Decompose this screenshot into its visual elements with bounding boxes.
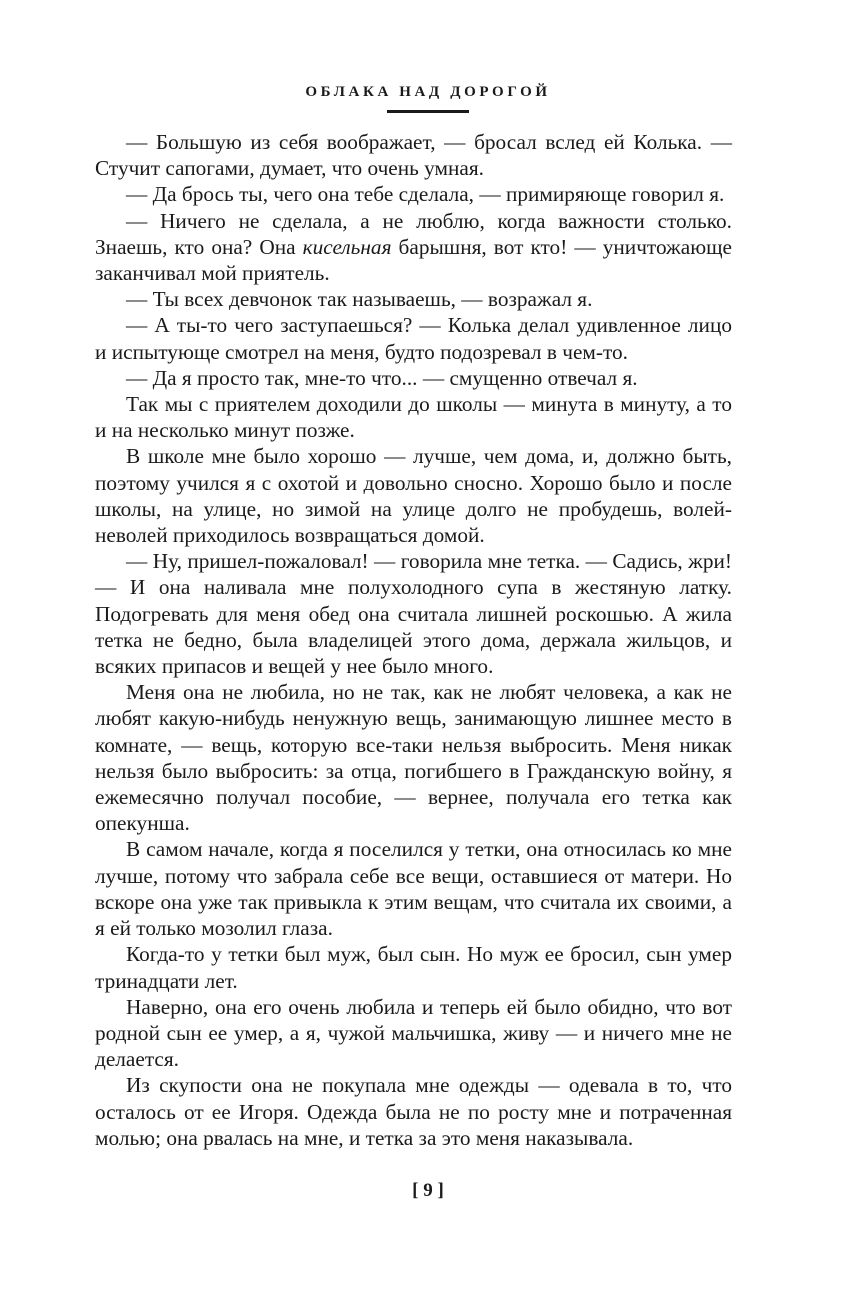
paragraph: — Большую из себя воображает, — бросал вслед ей Колька. — Стучит сапогами, думает, что очень умная. xyxy=(95,130,732,181)
header-rule xyxy=(387,110,469,113)
paragraph: Когда-то у тетки был муж, был сын. Но муж ее бросил, сын умер тринадцати лет. xyxy=(95,942,732,993)
paragraph: — Ну, пришел-пожаловал! — говорила мне тетка. — Садись, жри! — И она наливала мне полухолодного супа в жестяную латку. Подогревать для меня обед она считала лишней роскошью. А жила тетка не бедно, была владелицей этого дома, держала жильцов, и всяких припасов и вещей у нее было много. xyxy=(95,549,732,679)
paragraph: В самом начале, когда я поселился у тетки, она относилась ко мне лучше, потому что забрала себе все вещи, оставшиеся от матери. Но вскоре она уже так привыкла к этим вещам, что считала их своими, а я ей только мозолил глаза. xyxy=(95,837,732,941)
paragraph: В школе мне было хорошо — лучше, чем дома, и, должно быть, поэтому учился я с охотой и довольно сносно. Хорошо было и после школы, на улице, но зимой на улице долго не пробудешь, волей-неволей приходилось возвращаться домой. xyxy=(95,444,732,548)
page-number: [ 9 ] xyxy=(412,1180,444,1201)
paragraph: — Ничего не сделала, а не люблю, когда важности столько. Знаешь, кто она? Она кисельная барышня, вот кто! — уничтожающе заканчивал мой приятель. xyxy=(95,208,732,286)
paragraph: — Да я просто так, мне-то что... — смущенно отвечал я. xyxy=(126,365,638,390)
paragraph: Так мы с приятелем доходили до школы — минута в минуту, а то и на несколько минут позже. xyxy=(95,392,732,443)
running-head: ОБЛАКА НАД ДОРОГОЙ xyxy=(305,84,551,100)
paragraph: Меня она не любила, но не так, как не любят человека, а как не любят какую-нибудь ненужную вещь, занимающую лишнее место в комнате, — вещь, которую все-таки нельзя выбросить. Меня никак нельзя было выбросить: за отца, погибшего в Гражданскую войну, я ежемесячно получал пособие, — вернее, получала его тетка как опекунша. xyxy=(95,680,732,836)
paragraph: — Да брось ты, чего она тебе сделала, — примиряюще говорил я. xyxy=(126,182,725,207)
paragraph: Из скупости она не покупала мне одежды — одевала в то, что осталось от ее Игоря. Одежда была не по росту мне и потраченная молью; она рвалась на мне, и тетка за это меня наказывала. xyxy=(95,1073,732,1150)
paragraph: Наверно, она его очень любила и теперь ей было обидно, что вот родной сын ее умер, а я, чужой мальчишка, живу — и ничего мне не делается. xyxy=(95,994,732,1072)
paragraph: — А ты-то чего заступаешься? — Колька делал удивленное лицо и испытующе смотрел на меня, будто подозревал в чем-то. xyxy=(95,313,732,364)
italic-word: кисельная xyxy=(302,234,392,259)
body-text xyxy=(95,129,732,1151)
paragraph: — Ты всех девчонок так называешь, — возражал я. xyxy=(126,287,593,312)
